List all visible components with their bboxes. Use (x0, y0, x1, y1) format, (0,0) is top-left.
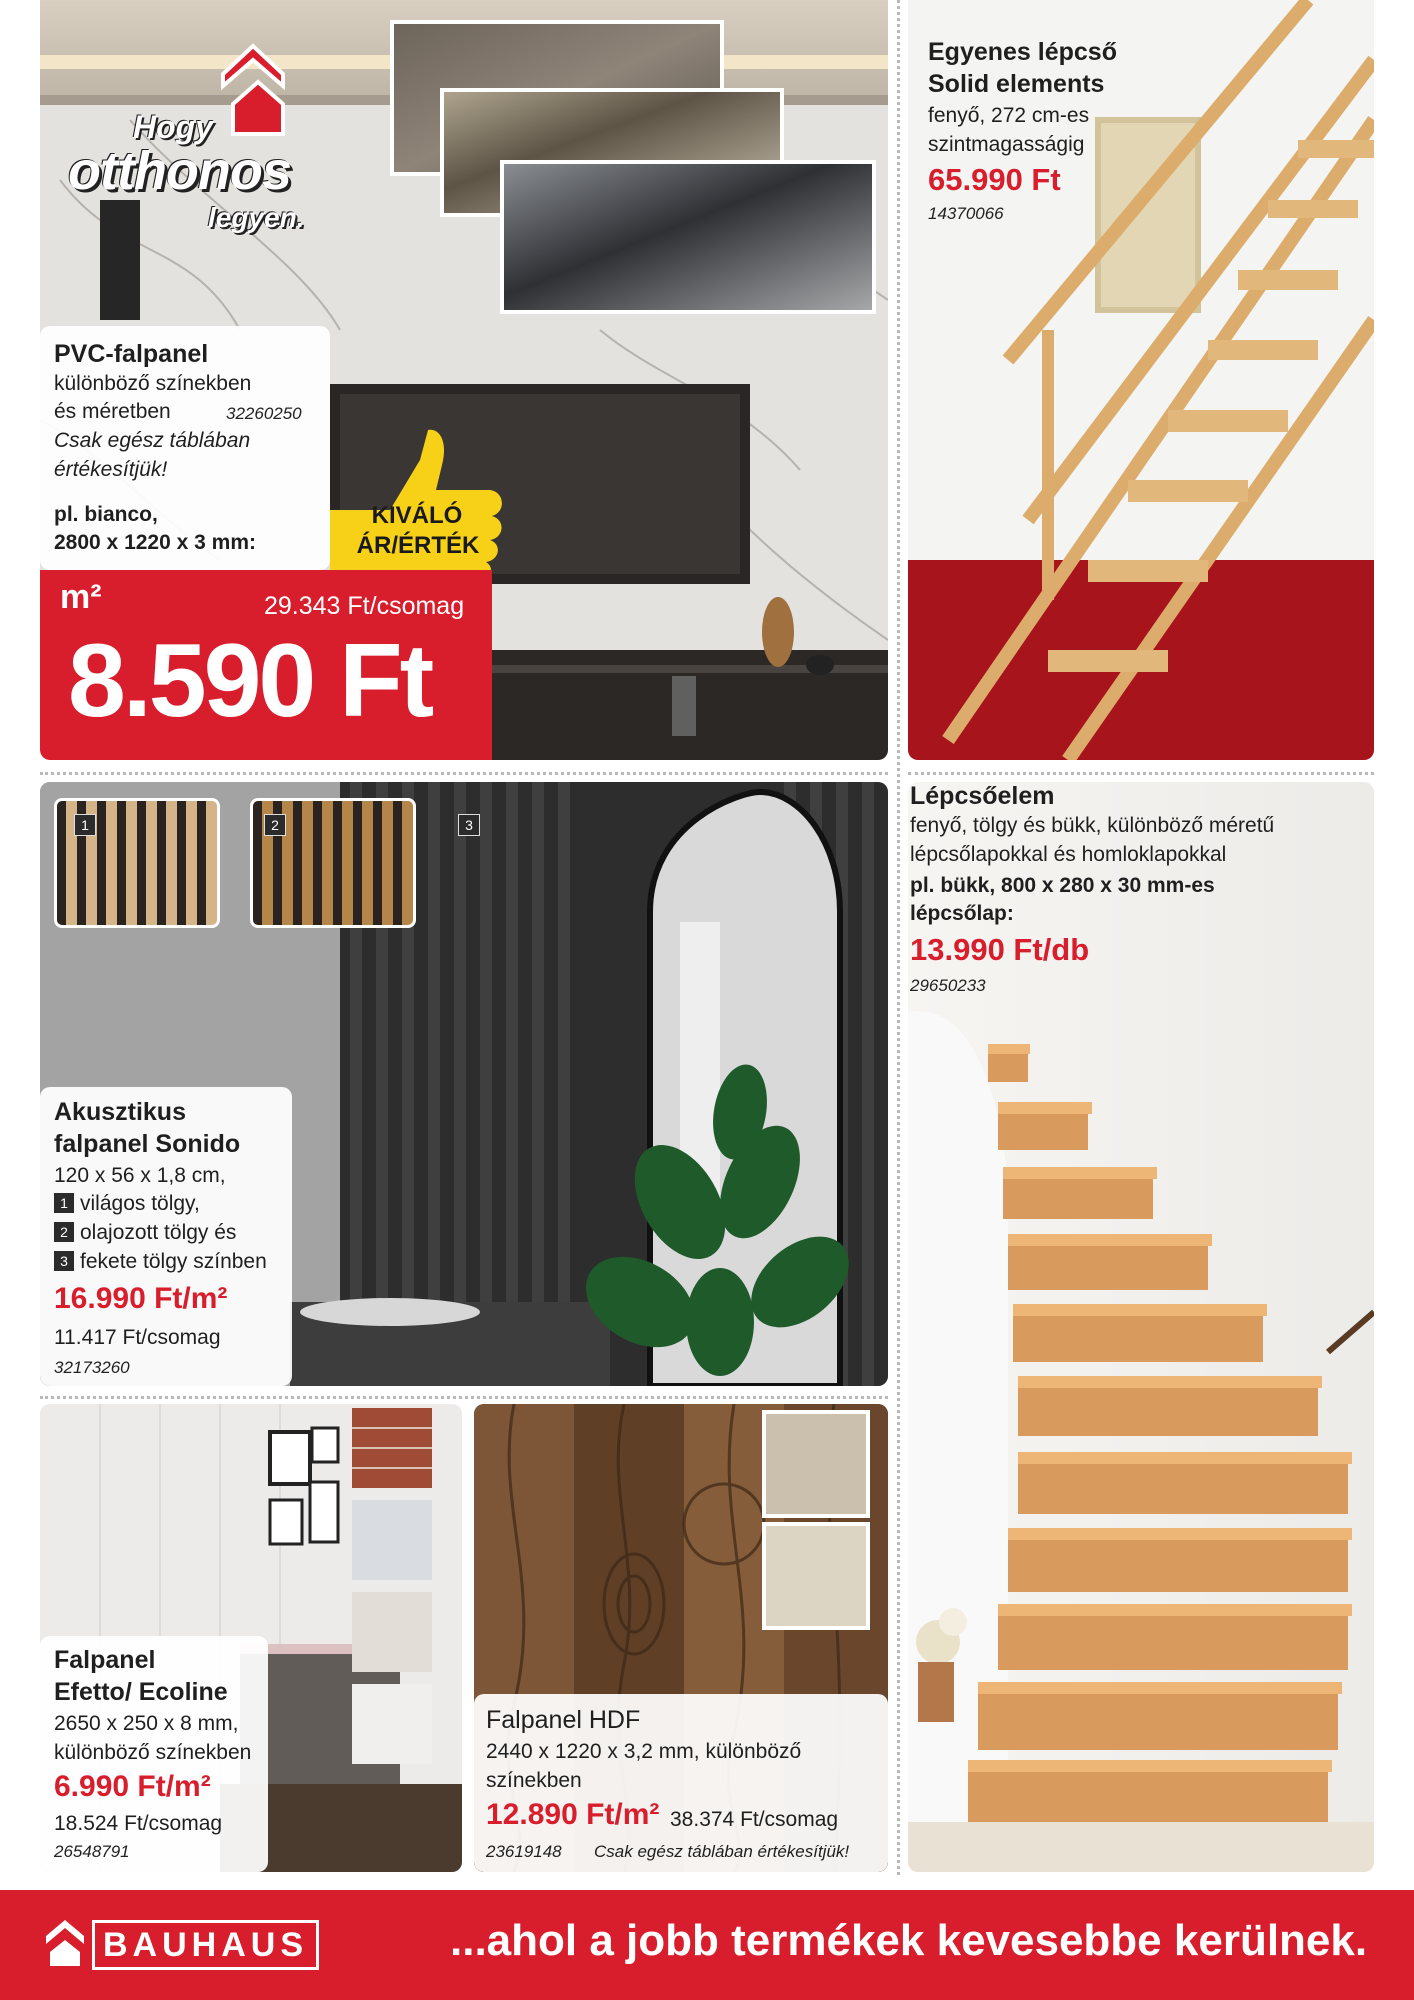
hdf-desc2: színekben (486, 1769, 582, 1792)
hdf-package-price: 38.374 Ft/csomag (670, 1808, 839, 1831)
straight-stairs-section (908, 0, 1374, 760)
slogan-badge (58, 34, 318, 234)
efetto-sku: 26548791 (54, 1842, 130, 1861)
pvc-sku: 32260250 (226, 404, 302, 423)
footer-tagline: ...ahol a jobb termékek kevesebbe kerülnek. (450, 1916, 1368, 1965)
pvc-price: 8.590 Ft (68, 623, 432, 739)
pvc-title: PVC-falpanel (54, 340, 209, 368)
hdf-panel-section (474, 1404, 888, 1872)
stair-element-title: Lépcsőelem (910, 782, 1055, 810)
separator-vertical (897, 0, 900, 1875)
house-logo-icon (208, 34, 298, 144)
bauhaus-logo (92, 1920, 319, 1970)
stairs-title2: Solid elements (928, 70, 1105, 98)
swatch-label-1: 1 (74, 814, 96, 836)
stair-element-example2: lépcsőlap: (910, 902, 1014, 925)
efetto-desc: különböző színekben (54, 1741, 252, 1764)
brand-name: BAUHAUS (103, 1926, 308, 1964)
stair-element-desc2: lépcsőlapokkal és homloklapokkal (910, 843, 1227, 866)
slogan-line1: Hogy (133, 109, 213, 145)
acoustic-option-3 (54, 1250, 267, 1274)
hdf-sku: 23619148 (486, 1842, 562, 1861)
stair-element-sku: 29650233 (910, 976, 986, 995)
acoustic-size: 120 x 56 x 1,8 cm, (54, 1164, 226, 1187)
option-label-1: világos tölgy, (80, 1192, 200, 1215)
swatch-label-2: 2 (264, 814, 286, 836)
slogan-line2: otthonos (68, 141, 291, 201)
option-label-2: olajozott tölgy és (80, 1221, 237, 1244)
separator-top-left (40, 772, 888, 775)
efetto-panel-section (40, 1404, 462, 1872)
hdf-note: Csak egész táblában értékesítjük! (594, 1842, 850, 1861)
hdf-price: 12.890 Ft/m² (486, 1798, 660, 1831)
pvc-unit: m² (60, 578, 102, 616)
acoustic-title1: Akusztikus (54, 1098, 186, 1126)
efetto-title2: Efetto/ Ecoline (54, 1678, 228, 1706)
stair-element-price: 13.990 Ft/db (910, 932, 1090, 967)
stair-element-example1: pl. bükk, 800 x 280 x 30 mm-es (910, 874, 1215, 897)
pvc-desc2: és méretben (54, 400, 171, 423)
stairs-sku: 14370066 (928, 204, 1004, 223)
stairs-desc1: fenyő, 272 cm-es (928, 104, 1090, 127)
stair-element-desc1: fenyő, tölgy és bükk, különböző méretű (910, 814, 1275, 837)
separator-middle-left (40, 1396, 888, 1399)
acoustic-title2: falpanel Sonido (54, 1130, 241, 1158)
pvc-desc1: különböző színekben (54, 372, 252, 395)
acoustic-option-2 (54, 1221, 236, 1245)
best-value-line1: KIVÁLÓ (371, 502, 463, 529)
stair-element-section (908, 782, 1374, 1872)
stairs-desc2: szintmagasságig (928, 133, 1085, 156)
efetto-package-price: 18.524 Ft/csomag (54, 1812, 223, 1835)
pvc-example1: pl. bianco, (54, 503, 158, 526)
bauhaus-house-icon (40, 1914, 90, 1968)
stairs-price: 65.990 Ft (928, 162, 1061, 197)
acoustic-package-price: 11.417 Ft/csomag (54, 1326, 221, 1349)
pvc-note1: Csak egész táblában (54, 429, 251, 452)
acoustic-panel-section (40, 782, 888, 1386)
pvc-example2: 2800 x 1220 x 3 mm: (54, 531, 256, 554)
option-label-3: fekete tölgy színben (80, 1250, 267, 1273)
best-value-line2: ÁR/ÉRTÉK (356, 532, 480, 559)
pvc-note2: értékesítjük! (54, 458, 168, 481)
efetto-size: 2650 x 250 x 8 mm, (54, 1712, 239, 1735)
swatch-label-3: 3 (458, 814, 480, 836)
footer-bar (0, 1890, 1414, 2000)
pvc-package-price: 29.343 Ft/csomag (264, 592, 465, 620)
acoustic-option-1 (54, 1192, 200, 1216)
option-number-3: 3 (54, 1251, 74, 1271)
stairs-title1: Egyenes lépcső (928, 38, 1117, 66)
acoustic-price: 16.990 Ft/m² (54, 1282, 228, 1315)
efetto-price: 6.990 Ft/m² (54, 1770, 211, 1803)
option-number-1: 1 (54, 1193, 74, 1213)
acoustic-sku: 32173260 (54, 1358, 130, 1377)
option-number-2: 2 (54, 1222, 74, 1242)
separator-top-right (908, 772, 1374, 775)
slogan-line3: legyen. (208, 202, 305, 233)
efetto-title1: Falpanel (54, 1646, 156, 1674)
hdf-desc1: 2440 x 1220 x 3,2 mm, különböző (486, 1740, 802, 1763)
pvc-panel-section (40, 0, 888, 760)
hdf-title: Falpanel HDF (486, 1706, 641, 1734)
